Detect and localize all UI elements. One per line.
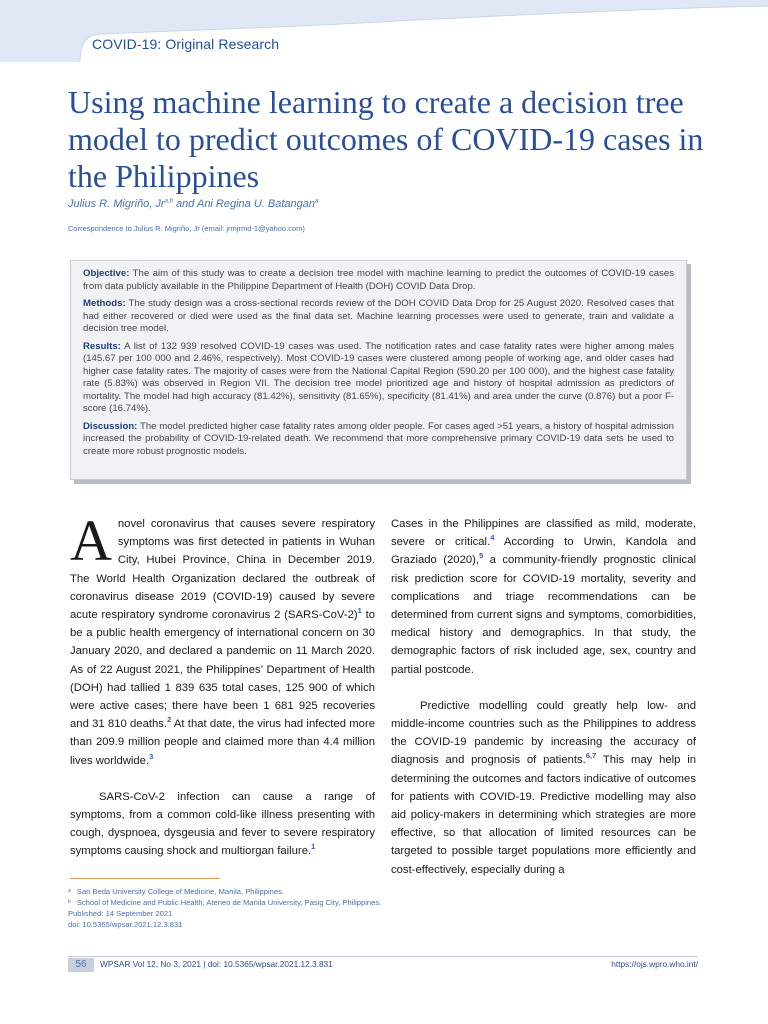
author-1-affiliation: a,b: [164, 198, 173, 205]
footnote-a-text: San Beda University College of Medicine, Manila, Philippines.: [76, 887, 285, 896]
paragraph-2-text: SARS-CoV-2 infection can cause a range of symptoms, from a common cold-like illness presenting with cough, dyspnoea, dysgeusia and fever to severe respiratory symptoms causing shock and multiorgan failure.: [70, 790, 375, 858]
reference-1[interactable]: 1: [357, 606, 362, 616]
doi[interactable]: doi: 10.5365/wpsar.2021.12.3.831: [68, 920, 183, 929]
footnote-divider: [70, 878, 220, 879]
reference-4[interactable]: 4: [490, 533, 495, 543]
footnote-b-text: School of Medicine and Public Health, Ateneo de Manila University, Pasig City, Philippines.: [76, 898, 382, 907]
results-label: Results:: [83, 340, 121, 352]
footnote-b: [68, 897, 381, 908]
paragraph-3: [391, 515, 696, 679]
author-and: and Ani Regina U. Batangan: [172, 198, 316, 210]
abstract-results: [83, 341, 674, 416]
paragraph-1-text-b: to be a public health emergency of international concern on 30 January 2020, and declared a pandemic on 11 March 2020. As of 22 August 2021, the Philippines’ Department of Health (DOH) had tallied 1 839 635 total cases, 125 900 of which were active cases; there have been 1 681 925 recoveries and 31 810 deaths.: [70, 609, 375, 731]
section-label: COVID-19: Original Research: [92, 36, 280, 52]
footer-journal: WPSAR Vol 12, No 3, 2021 | doi: 10.5365/wpsar.2021.12.3.831: [100, 959, 333, 969]
objective-text: The aim of this study was to create a decision tree model with machine learning to predict the outcomes of COVID-19 cases from data publicly available in the Philippine Department of Health (DOH) COVID Data Drop.: [83, 268, 674, 292]
author-line: [68, 198, 318, 210]
body-column-left: [70, 508, 375, 861]
paragraph-1-text-c: At that date, the virus had infected more than 209.9 million people and claimed more than 4.4 million lives worldwide.: [70, 718, 375, 767]
author-1: Julius R. Migriño, Jr: [68, 198, 165, 210]
abstract-discussion: [83, 421, 674, 459]
discussion-text: The model predicted higher case fatality rates among older people. For cases aged >51 years, a history of hospital admission increased the probability of COVID-19-related death. We recommend that more comprehensive primary COVID-19 data sets be used to create more robust prognostic models.: [83, 420, 674, 457]
paragraph-3-text-c: a community-friendly prognostic clinical risk prediction score for COVID-19 mortality, severity and complications and triage recommendations can be determined from current signs and symptoms, comorbidities, medical history and demographics. In that study, the demographic factors of risk included age, sex, country and partial postcode.: [391, 554, 697, 676]
footnote-a-mark: a: [68, 888, 71, 894]
reference-2[interactable]: 2: [167, 715, 172, 725]
abstract-box: [70, 260, 687, 480]
reference-3[interactable]: 3: [149, 751, 154, 761]
reference-5[interactable]: 5: [479, 551, 484, 561]
results-text: A list of 132 939 resolved COVID-19 cases was used. The notification rates and case fatality rates were higher among males (145.67 per 100 000 and 2.46%, respectively). Most COVID-19 cases were clustered among people of working age, and older cases had higher case fatality rates. The majority of cases were from the National Capital Region (590.20 per 100 000), and the highest case fatality rate (5.83%) was observed in Region VII. The decision tree model prioritized age and history of hospital admission as predictors of mortality. The model had high accuracy (81.42%), sensitivity (81.65%), specificity (81.41%) and area under the curve (0.876) but a poor F-score (16.74%).: [83, 340, 674, 414]
reference-1b[interactable]: 1: [311, 842, 316, 852]
reference-6-7[interactable]: 6,7: [585, 751, 597, 761]
footnote-b-mark: b: [68, 899, 71, 905]
correspondence: Correspondence to Julius R. Migriño, Jr (email: jrmjrmd-1@yahoo.com): [68, 224, 305, 233]
methods-label: Methods:: [83, 298, 126, 309]
methods-text: The study design was a cross-sectional records review of the DOH COVID Data Drop for 25 August 2020. Resolved cases that had either recovered or died were used as the final data set. Machine learning processes were used to generate, train and validate a decision tree model.: [83, 298, 674, 334]
page-number: 56: [68, 958, 94, 972]
header-decoration: [0, 0, 768, 62]
paragraph-1-text-a: novel coronavirus that causes severe respiratory symptoms was first detected in patients in Wuhan City, Hubei Province, China in December 2019. The World Health Organization declared the outbreak of coronavirus disease 2019 (COVID-19) caused by severe acute respiratory syndrome coronavirus 2 (SARS-CoV-2): [70, 518, 375, 622]
footer-divider: [68, 956, 698, 957]
dropcap: A: [70, 508, 112, 573]
paragraph-4: [391, 697, 696, 879]
footnotes: [68, 886, 381, 930]
discussion-label: Discussion:: [83, 420, 138, 432]
body-column-right: [391, 515, 696, 879]
paragraph-1: [70, 508, 375, 770]
objective-label: Objective:: [83, 268, 130, 279]
paragraph-2: [70, 788, 375, 861]
abstract-objective: [83, 268, 674, 293]
article-title: Using machine learning to create a decision tree model to predict outcomes of COVID-19 cases in the Philippines: [68, 84, 704, 194]
paragraph-3-text-a: Cases in the Philippines are classified as mild, moderate, severe or critical.: [391, 518, 696, 549]
published-date: Published: 14 September 2021: [68, 909, 173, 918]
paragraph-4-text-a: Predictive modelling could greatly help low- and middle-income countries such as the Philippines to address the COVID-19 pandemic by increasing the accuracy of diagnosis and prognosis of patients.: [391, 699, 696, 767]
paragraph-4-text-b: This may help in determining the outcomes and factors indicative of outcomes for patients with COVID-19. Predictive modelling may also aid policy-makers in determining which strategies are more effective, so that allocation of limited resources can be targeted to possible target populations more efficiently and cost-effectively, especially during a: [391, 754, 696, 876]
footnote-a: [68, 886, 381, 897]
abstract-methods: [83, 298, 674, 336]
footer-url[interactable]: https://ojs.wpro.who.int/: [611, 959, 698, 969]
paragraph-3-text-b: According to Urwin, Kandola and Graziado (2020),: [391, 536, 696, 567]
author-2-affiliation: a: [315, 198, 319, 205]
